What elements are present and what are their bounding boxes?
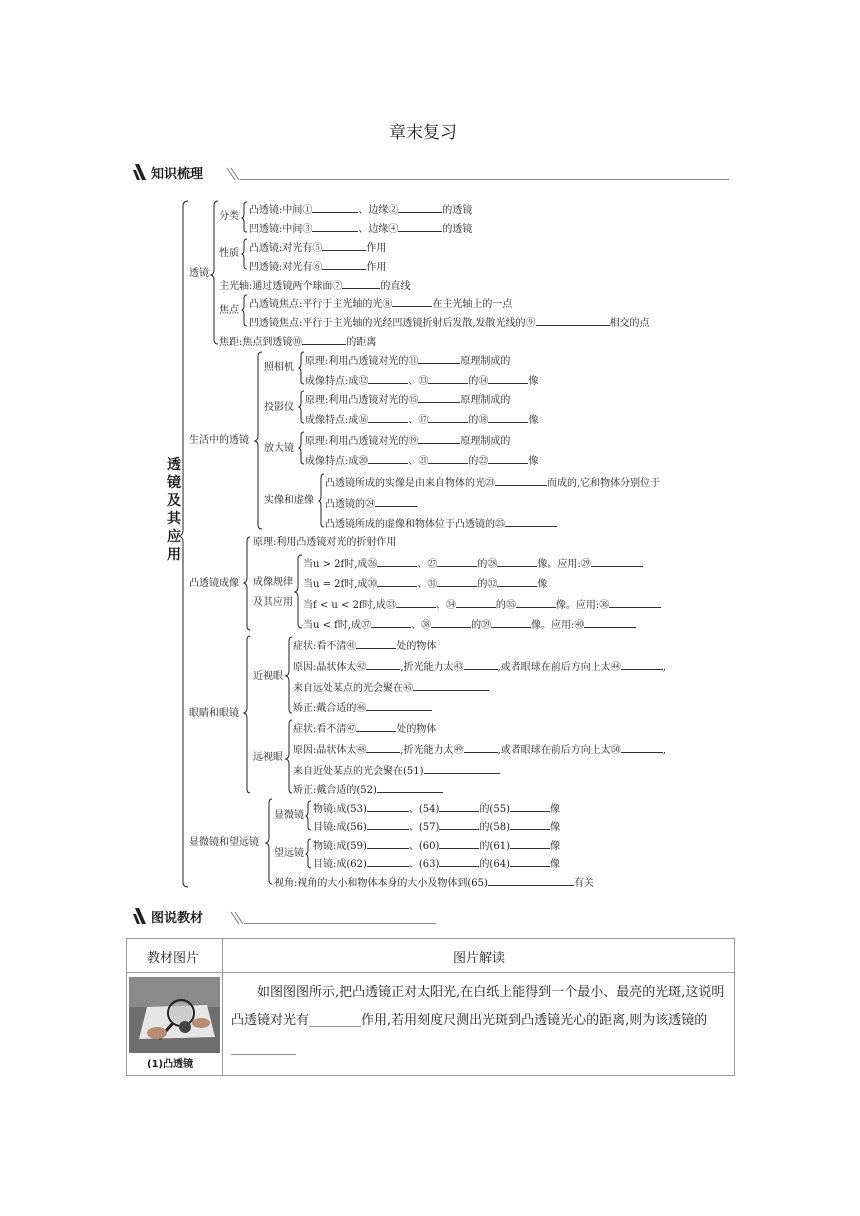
- section-textbook-heading: 图说教材: [151, 911, 204, 926]
- table-header-row: [127, 939, 734, 973]
- microscope-eyepiece: 目镜:成(56) 、(57) 的(58) 像: [313, 819, 560, 834]
- node-magnifier: 放大镜: [264, 443, 294, 454]
- convex-lens-definition: 凸透镜:中间① 、边缘② 的透镜: [249, 202, 472, 217]
- node-telescope: 望远镜: [274, 848, 304, 859]
- node-property: 性质: [219, 248, 239, 259]
- imaging-rule-u-eq-2f: 当u = 2f时,成㉚ 、㉛ 的㉜ 像: [303, 576, 547, 591]
- myopia-correction: 矫正:戴合适的㊻: [293, 700, 432, 715]
- projector-image-features: 成像特点:成⑯ 、⑰ 的⑱ 像: [305, 412, 538, 427]
- node-real-virtual-image: 实像和虚像: [264, 495, 314, 506]
- textbook-figure-table: [126, 938, 735, 1076]
- hyperopia-focus: 来自近处某点的光会聚在(51): [293, 763, 500, 778]
- concave-property: 凹透镜:对光有⑥ 作用: [249, 259, 386, 274]
- section-divider: [244, 923, 436, 924]
- main-topic-label: 透镜及其应用: [167, 457, 181, 563]
- myopia-cause: 原因:晶状体太㊷ ,折光能力太㊸ ,或者眼球在前后方向上太㊹ ,: [293, 659, 666, 674]
- section-slash-icon: [133, 908, 147, 924]
- convex-lens-photo: [129, 977, 220, 1053]
- node-lens: 透镜: [189, 268, 209, 279]
- node-eyes-and-glasses: 眼睛和眼镜: [189, 708, 239, 719]
- focal-length: 焦距:焦点到透镜⑩ 的距离: [219, 334, 376, 349]
- node-lenses-in-life: 生活中的透镜: [189, 435, 249, 446]
- imaging-rule-label-1: 成像规律: [253, 577, 293, 588]
- myopia-focus: 来自远处某点的光会聚在㊺: [293, 680, 489, 695]
- node-projector: 投影仪: [264, 402, 294, 413]
- node-microscope: 显微镜: [274, 810, 304, 821]
- section-deco-icon: [230, 910, 244, 924]
- real-image-line2: 凸透镜的㉔: [325, 496, 417, 511]
- node-convex-imaging: 凸透镜成像: [189, 578, 239, 589]
- section-knowledge-heading: 知识梳理: [151, 167, 204, 182]
- magnifier-principle: 原理:利用凸透镜对光的⑲ 原理制成的: [305, 433, 510, 448]
- myopia-symptom: 症状:看不清㊶ 处的物体: [293, 638, 436, 653]
- camera-image-features: 成像特点:成⑫ 、⑬ 的⑭ 像: [305, 373, 538, 388]
- magnifier-image-features: 成像特点:成⑳ 、㉑ 的㉒ 像: [305, 453, 538, 468]
- convex-property: 凸透镜:对光有⑤ 作用: [249, 240, 386, 255]
- concave-focus: 凹透镜焦点:平行于主光轴的光经凹透镜折射后发散,发散光线的⑨ 相交的点: [249, 315, 650, 330]
- virtual-image-line: 凸透镜所成的虚像和物体位于凸透镜的㉕: [325, 516, 557, 531]
- microscope-objective: 物镜:成(53) 、(54) 的(55) 像: [313, 801, 560, 816]
- principal-axis: 主光轴:通过透镜两个球面⑦ 的直线: [219, 278, 410, 293]
- figure-interpretation-text: 如图图图所示,把凸透镜正对太阳光,在白纸上能得到一个最小、最亮的光斑,这说明凸透镜对光有________作用,若用刻度尺测出光斑到凸透镜光心的距离,则为该透镜的__________: [231, 985, 725, 1056]
- telescope-eyepiece: 目镜:成(62) 、(63) 的(64) 像: [313, 856, 560, 871]
- visual-angle: 视角:视角的大小和物体本身的大小及物体到(65) 有关: [274, 875, 594, 890]
- node-focus: 焦点: [219, 305, 239, 316]
- table-header-interpretation: 图片解读: [453, 951, 506, 966]
- real-image-line1: 凸透镜所成的实像是由来自物体的光㉓ 而成的,它和物体分别位于: [325, 475, 660, 490]
- telescope-objective: 物镜:成(59) 、(60) 的(61) 像: [313, 838, 560, 853]
- node-hyperopia: 远视眼: [253, 752, 283, 763]
- imaging-rule-f-lt-u-lt-2f: 当f < u < 2f时,成㉝ 、㉞ 的㉟ 像。应用:㊱: [303, 597, 661, 612]
- camera-principle: 原理:利用凸透镜对光的⑪ 原理制成的: [305, 353, 510, 368]
- concave-lens-definition: 凹透镜:中间③ 、边缘④ 的透镜: [249, 221, 472, 236]
- page-title: 章末复习: [389, 123, 457, 143]
- imaging-rule-u-lt-f: 当u < f时,成㊲ 、㊳ 的㊴ 像。应用:㊵: [303, 617, 636, 632]
- node-microscope-telescope: 显微镜和望远镜: [189, 837, 259, 848]
- node-classification: 分类: [219, 211, 239, 222]
- convex-focus: 凸透镜焦点:平行于主光轴的光⑧ 在主光轴上的一点: [249, 296, 512, 311]
- node-myopia: 近视眼: [253, 671, 283, 682]
- imaging-rule-label-2: 及其应用: [253, 597, 293, 608]
- imaging-rule-u-gt-2f: 当u > 2f时,成㉖ 、㉗ 的㉘ 像。应用:㉙: [303, 556, 643, 571]
- imaging-principle: 原理:利用凸透镜对光的折射作用: [253, 537, 397, 548]
- hyperopia-symptom: 症状:看不清㊼ 处的物体: [293, 721, 436, 736]
- node-camera: 照相机: [264, 362, 294, 373]
- hyperopia-correction: 矫正:戴合适的(52): [293, 782, 443, 797]
- table-header-figure: 教材图片: [147, 951, 200, 966]
- projector-principle: 原理:利用凸透镜对光的⑮ 原理制成的: [305, 392, 510, 407]
- hyperopia-cause: 原因:晶状体太㊽ ,折光能力太㊾ ,或者眼球在前后方向上太㊿ ,: [293, 742, 666, 757]
- figure-caption: (1)凸透镜: [147, 1059, 194, 1070]
